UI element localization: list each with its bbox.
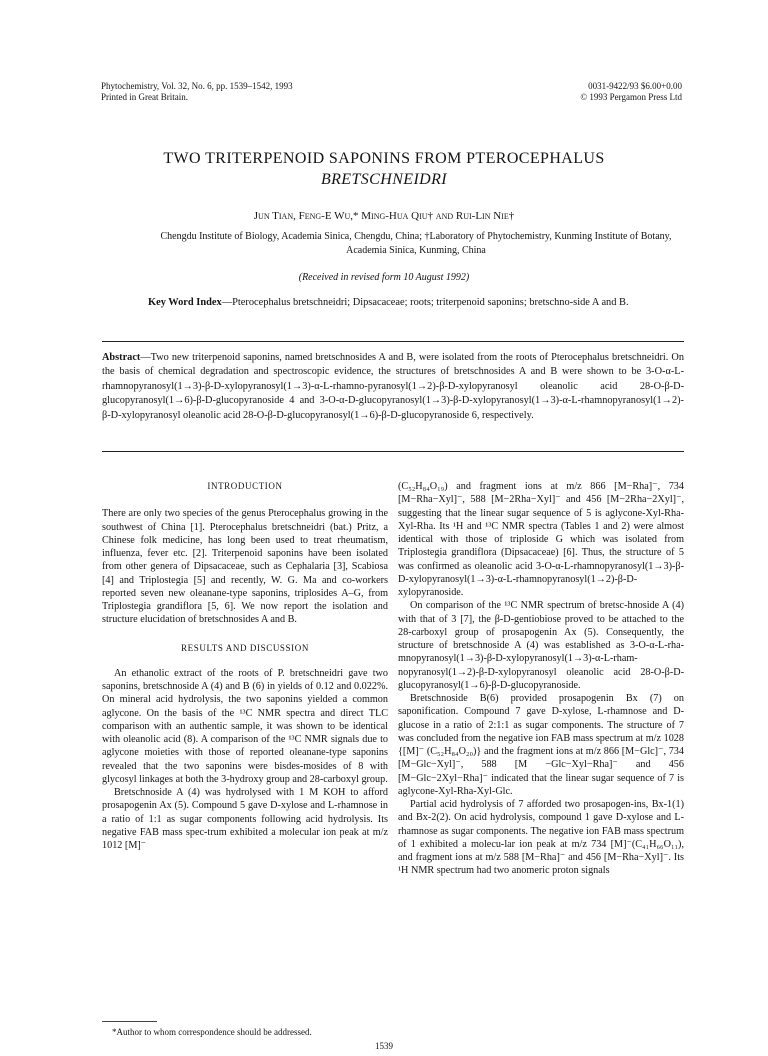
right-paragraph-3: Bretschnoside B(6) provided prosapogenin Bx (7) on saponification. Compound 7 gave D-xylose, L-rhamnose and D-glucose in a ratio of 2:1:1 as sugar components. The structure of 7 was concluded from the negative ion FAB mass spectrum at m/z 1028 {[M]⁻ (C₅₂H₈₄O₂₀)} and the fragment ions at m/z 866 [M−Glc]⁻, 734 [M−Glc−Xyl]⁻, 588 [M −Glc−Xyl−Rha]⁻ and 456 [M−Glc−2Xyl−Rha]⁻ indicated that the linear sugar sequence of 7 is aglycone-Xyl-Rha-Xyl-Glc.	[398, 693, 684, 797]
keyword-text: —Pterocephalus bretschneidri; Dipsacaceae; roots; triterpenoid saponins; bretschno-side A and B.	[221, 297, 629, 308]
page-number: 1539	[375, 1041, 393, 1051]
intro-paragraph: There are only two species of the genus Pterocephalus growing in the southwest of China [1]. Pterocephalus bretschneidri (bat.) Pritz, a Chinese folk medicine, has long been used to treat rheumatism, influenza, fever etc. [2]. Triterpenoid saponins have been isolated from other genera of Dipsacaceae, such as Cephalaria [3], Scabiosa [4] and Triplostegia [5] and recently, W. G. Ma and co-workers reported seven new oleanane-type saponins, triplosides A–G, from Triplostegia grandiflora [5, 6]. We now report the isolation and structure elucidation of bretschnosides A and B.	[102, 508, 388, 626]
results-heading: RESULTS AND DISCUSSION	[181, 642, 309, 653]
price-code: 0031-9422/93 $6.00+0.00	[588, 81, 682, 91]
affiliation-line-2: Academia Sinica, Kunming, China	[346, 245, 486, 256]
author-list: Jun Tian, Feng-E Wu,* Ming-Hua Qiu† and Rui-Lin Nie†	[253, 210, 515, 222]
top-rule	[102, 341, 684, 342]
right-paragraph-4: Partial acid hydrolysis of 7 afforded two prosapogen-ins, Bx-1(1) and Bx-2(2). On acid hydrolysis, compound 1 gave D-xylose and L-rhamnose as sugar components. The negative ion FAB mass spectrum of 1 exhibited a molecu-lar ion peak at m/z 734 [M]⁻(C₄₁H₆₆O₁₁), and fragment ions at m/z 588 [M−Rha]⁻ and 456 [M−Rha−Xyl]⁻. Its ¹H NMR spectrum had two anomeric proton signals	[398, 799, 684, 877]
abstract-text: —Two new triterpenoid saponins, named bretschnosides A and B, were isolated from the roots of Pterocephalus bretschneidri. On the basis of chemical degradation and spectroscopic evidence, the structures of bretschnosides A and B were shown to be 3-O-α-L-rhamnopyranosyl(1→3)-β-D-xylopyranosyl(1→3)-α-L-rhamno-pyranosyl(1→2)-β-D-xylopyranosyl oleanolic acid 28-O-β-D-glucopyranosyl(1→6)-β-D-glucopyranoside 4 and 3-O-α-D-glucopyranosyl(1→3)-β-D-xylopyranosyl(1→3)-α-L-rhamnopyranosyl(1→2)-β-D-xylopyranosyl oleanolic acid 28-O-β-D-glucopyranosyl(1→6)-β-D-glucopyranoside 6, respectively.	[102, 352, 684, 421]
keyword-index	[148, 295, 632, 310]
affiliation-line-1: Chengdu Institute of Biology, Academia Sinica, Chengdu, China; †Laboratory of Phytochemistry, Kunming Institute of Botany,	[160, 231, 672, 242]
introduction-heading: INTRODUCTION	[207, 481, 283, 491]
copyright-line: © 1993 Pergamon Press Ltd	[580, 92, 682, 102]
results-paragraph-2: Bretschnoside A (4) was hydrolysed with 1 M KOH to afford prosapogenin Ax (5). Compound 5 gave D-xylose and L-rhamnose in a ratio of 1:1 as sugar components following acid hydrolysis. Its negative FAB mass spec-trum exhibited a molecular ion peak at m/z 1012 [M]⁻	[102, 787, 388, 851]
title-line-1: TWO TRITERPENOID SAPONINS FROM PTEROCEPHALUS	[163, 150, 605, 167]
results-paragraph-1: An ethanolic extract of the roots of P. bretschneidri gave two saponins, bretschnoside A (4) and B (6) in yields of 0.12 and 0.022%. On mineral acid hydrolysis, the two saponins yielded a common aglycone. On the basis of the ¹³C NMR spectra and direct TLC comparison with an authentic sample, it was shown to be identical with oleanolic acid (8). A comparison of the ¹³C NMR signals due to aglycone moieties with those of reported oleanane-type saponins revealed that the two saponins were bisdes-mosides of 8 with glycosyl linkages at both the 3-hydroxy group and 28-carboxyl group.	[102, 667, 388, 785]
abstract-label: Abstract	[102, 352, 141, 363]
paper-title	[0, 148, 768, 190]
abstract	[102, 351, 684, 423]
affiliation	[128, 230, 704, 258]
left-column	[102, 480, 388, 852]
right-column	[398, 480, 684, 878]
footnote: *Author to whom correspondence should be addressed.	[112, 1027, 312, 1037]
journal-line-1: Phytochemistry, Vol. 32, No. 6, pp. 1539–1542, 1993	[101, 81, 293, 91]
right-paragraph-1: (C₅₂H₈₄O₁₉) and fragment ions at m/z 866 [M−Rha]⁻, 734 [M−Rha−Xyl]⁻, 588 [M−2Rha−Xyl]⁻ and 456 [M−2Rha−2Xyl]⁻, suggesting that the linear sugar sequence of 5 is aglycone-Xyl-Rha-Xyl-Rha. Its ¹H and ¹³C NMR spectra (Tables 1 and 2) were almost identical with those of triploside G which was isolated from Triplostegia grandiflora (Dipsacaceae) [6]. Thus, the structure of 5 was confirmed as oleanolic acid 3-O-α-L-rhamnopyranosyl(1→3)-β-D-xylopyranosyl(1→3)-α-L-rhamnopyranosyl(1→2)-β-D-xylopyranoside.	[398, 481, 684, 598]
right-paragraph-2: On comparison of the ¹³C NMR spectrum of bretsc-hnoside A (4) with that of 3 [7], the β-D-gentiobiose proved to be attached to the 28-carboxyl group of prosapogenin Ax (5). Consequently, the structure of bretschnoside A (4) was established as 3-O-α-L-rha-mnopyranosyl(1→3)-β-D-xylopyranosyl(1→3)-α-L-rham-nopyranosyl(1→2)-β-D-xylopyranosyl oleanolic acid 28-O-β-D-glucopyranosyl(1→6)-β-D-glucopyranoside.	[398, 600, 684, 691]
copyright-block	[580, 81, 682, 103]
journal-citation	[101, 81, 293, 103]
journal-line-2: Printed in Great Britain.	[101, 92, 188, 102]
keyword-label: Key Word Index	[148, 297, 222, 308]
footnote-rule	[102, 1021, 157, 1022]
bottom-rule	[102, 451, 684, 452]
received-date: (Received in revised form 10 August 1992)	[298, 272, 470, 283]
title-line-2: BRETSCHNEIDRI	[320, 171, 448, 188]
